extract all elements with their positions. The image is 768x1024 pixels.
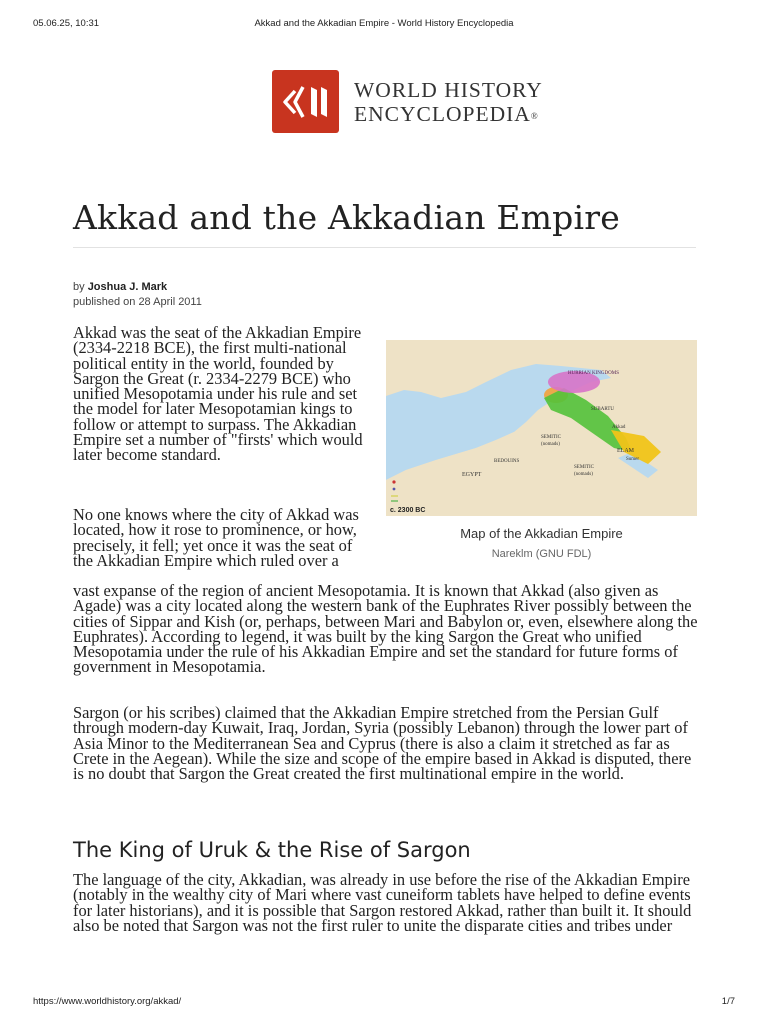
legend-star-icon	[392, 480, 395, 483]
map-label-elam: ELAM	[617, 448, 634, 454]
paragraph-2-cont: vast expanse of the region of ancient Mesopotamia. It is known that Akkad (also given as Agade) was a city located along the western bank of the Euphrates River possibly between the cities of Sippar and Kish (or, perhaps, between Mari and Babylon or, even, elsewhere along the Euphrates). According to legend, it was built by the king Sargon the Great who unified Mesopotamia under the rule of his Akkadian Empire and set the standard for future forms of government in Mesopotamia.	[73, 581, 698, 677]
map-label-akkad: Akkad	[612, 425, 626, 430]
map-label-bedouins: BEDOUINS	[494, 459, 520, 464]
print-page-number: 1/7	[721, 996, 735, 1007]
map-label-nomads-west: (nomads)	[541, 442, 560, 447]
paragraph-2-wrap: No one knows where the city of Akkad was located, how it rose to prominence, or how, precisely, it fell; yet once it was the seat of the Akkadian Empire which ruled over a	[73, 505, 359, 570]
map-label-egypt: EGYPT	[462, 472, 482, 478]
map-date-label: c. 2300 BC	[390, 507, 426, 514]
paragraph-3: Sargon (or his scribes) claimed that the Akkadian Empire stretched from the Persian Gulf through modern-day Kuwait, Iraq, Jordan, Syria (possibly Lebanon) through the lower part of Asia Minor to the Mediterranean Sea and Cyprus (there is also a claim it stretched as far as Crete in the Aegean). While the size and scope of the empire based in Akkad is disputed, there is no doubt that Sargon the Great created the first multinational empire in the world.	[73, 703, 692, 784]
map-label-nomads-south: (nomads)	[574, 472, 593, 477]
logo-line-2: ENCYCLOPEDIA	[354, 101, 531, 126]
whe-logo-icon	[272, 70, 339, 133]
map-label-semitic-south: SEMITIC	[574, 465, 594, 470]
akkadian-empire-map[interactable]	[386, 340, 697, 516]
map-label-semitic-west: SEMITIC	[541, 435, 561, 440]
section-heading: The King of Uruk & the Rise of Sargon	[73, 838, 471, 862]
print-datetime: 05.06.25, 10:31	[33, 18, 100, 29]
paragraph-4: The language of the city, Akkadian, was already in use before the rise of the Akkadian Empire (notably in the wealthy city of Mari where vast cuneiform tablets have helped to define events for later historians), and it is possible that Sargon restored Akkad, rather than built it. It should also be noted that Sargon was not the first ruler to unite the disparate cities and tribes under	[73, 870, 692, 935]
site-logo[interactable]	[272, 70, 543, 133]
logo-wordmark	[354, 78, 543, 126]
registered-mark: ®	[530, 110, 539, 121]
map-figure	[386, 340, 697, 560]
figure-caption: Map of the Akkadian Empire	[460, 526, 623, 541]
published-date: published on 28 April 2011	[73, 296, 202, 308]
author-link[interactable]: Joshua J. Mark	[87, 281, 168, 293]
figure-credit[interactable]: Nareklm (GNU FDL)	[491, 548, 592, 560]
print-url: https://www.worldhistory.org/akkad/	[33, 996, 182, 1007]
byline	[73, 280, 202, 310]
logo-line-1: WORLD HISTORY	[354, 77, 543, 102]
print-page-title: Akkad and the Akkadian Empire - World History Encyclopedia	[254, 18, 514, 29]
by-label: by	[73, 281, 85, 293]
paragraph-1: Akkad was the seat of the Akkadian Empire (2334-2218 BCE), the first multi-national political entity in the world, founded by Sargon the Great (r. 2334-2279 BCE) who unified Mesopotamia under his rule and set the model for later Mesopotamian kings to follow or attempt to surpass. The Akkadian Empire set a number of "firsts' which would later become standard.	[73, 323, 363, 465]
legend-dot-icon	[393, 488, 396, 491]
title-divider	[73, 247, 696, 248]
map-label-subartu: SUBARTU	[591, 407, 615, 412]
map-label-sumer: Sumer	[626, 457, 640, 462]
article-title: Akkad and the Akkadian Empire	[73, 198, 620, 237]
map-label-hurrian: HURRIAN KINGDOMS	[568, 371, 619, 376]
